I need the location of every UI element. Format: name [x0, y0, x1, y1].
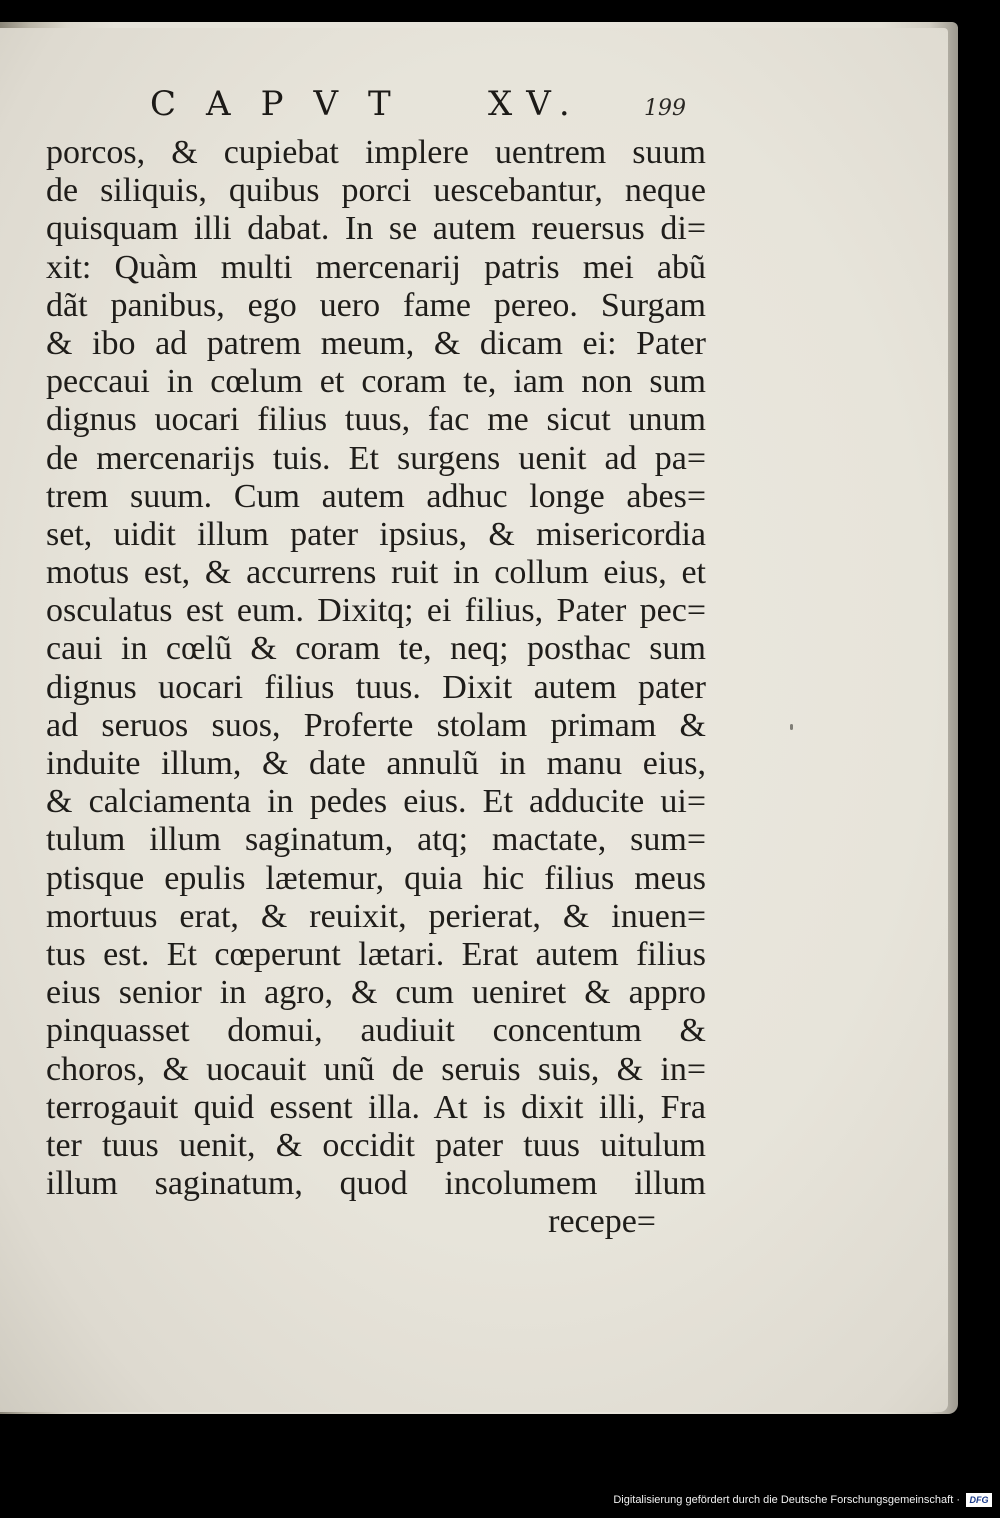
text-line: set, uidit illum pater ipsius, & misericordia — [46, 515, 706, 553]
dfg-logo: DFG — [966, 1493, 992, 1507]
text-line: dãt panibus, ego uero fame pereo. Surgam — [46, 286, 706, 324]
text-line: quisquam illi dabat. In se autem reuersus di= — [46, 210, 706, 248]
text-line: pinquasset domui, audiuit concentum & — [46, 1012, 706, 1050]
text-line: porcos, & cupiebat implere uentrem suum — [46, 134, 706, 171]
text-line: trem suum. Cum autem adhuc longe abes= — [46, 477, 706, 515]
text-line: tus est. Et cœperunt lætari. Erat autem filius — [46, 935, 706, 973]
text-line: ptisque epulis lætemur, quia hic filius meus — [46, 859, 706, 897]
funding-note: Digitalisierung gefördert durch die Deutsche Forschungsgemeinschaft · — [613, 1494, 960, 1506]
text-line: dignus uocari filius tuus. Dixit autem pater — [46, 668, 706, 706]
text-line: choros, & uocauit unũ de seruis suis, & in= — [46, 1050, 706, 1088]
text-line: xit: Quàm multi mercenarij patris mei abũ — [46, 248, 706, 286]
text-line: peccaui in cœlum et coram te, iam non sum — [46, 363, 706, 401]
text-line: dignus uocari filius tuus, fac me sicut unum — [46, 401, 706, 439]
text-line: de siliquis, quibus porci uescebantur, neque — [46, 172, 706, 210]
text-line: terrogauit quid essent illa. At is dixit illi, Fra — [46, 1088, 706, 1126]
page-header — [150, 84, 710, 128]
page-number: 199 — [644, 96, 686, 121]
text-line: motus est, & accurrens ruit in collum eius, et — [46, 554, 706, 592]
text-line: & calciamenta in pedes eius. Et adducite ui= — [46, 783, 706, 821]
text-line: de mercenarijs tuis. Et surgens uenit ad pa= — [46, 439, 706, 477]
text-line: eius senior in agro, & cum ueniret & appro — [46, 974, 706, 1012]
text-line: illum saginatum, quod incolumem illum — [46, 1165, 706, 1203]
text-line: caui in cœlũ & coram te, neq; posthac sum — [46, 630, 706, 668]
text-line: ad seruos suos, Proferte stolam primam & — [46, 706, 706, 744]
paper-speck — [790, 724, 793, 730]
catchword: recepe= — [548, 1203, 656, 1241]
running-head: CAPVT — [150, 84, 421, 124]
chapter-number: XV. — [488, 84, 584, 124]
text-line: tulum illum saginatum, atq; mactate, sum= — [46, 821, 706, 859]
text-line: & ibo ad patrem meum, & dicam ei: Pater — [46, 324, 706, 362]
text-line: ter tuus uenit, & occidit pater tuus uitulum — [46, 1126, 706, 1164]
text-line: induite illum, & date annulũ in manu eius, — [46, 745, 706, 782]
text-line: mortuus erat, & reuixit, perierat, & inuen= — [46, 897, 706, 935]
footer-bar — [0, 1488, 1000, 1518]
body-text — [46, 134, 706, 1241]
text-line: osculatus est eum. Dixitq; ei filius, Pater pec= — [46, 592, 706, 630]
